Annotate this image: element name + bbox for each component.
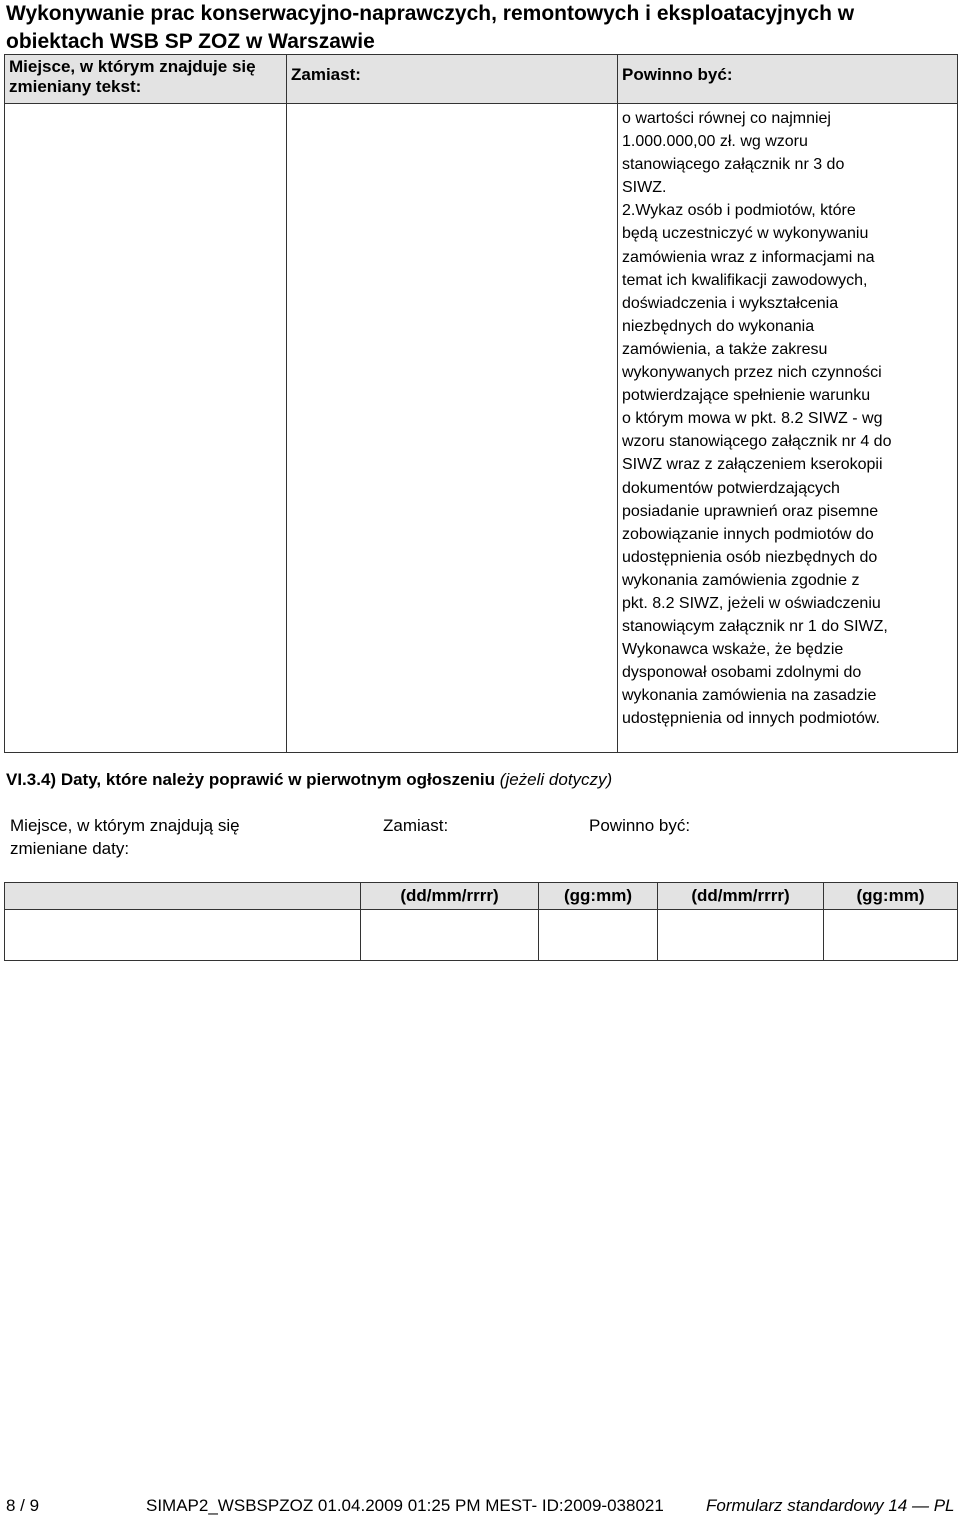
text-line: Wykonawca wskaże, że będzie [622, 641, 844, 659]
text-line: stanowiącym załącznik nr 1 do SIWZ, [622, 618, 888, 636]
text-line: zamówienia wraz z informacjami na [622, 248, 875, 266]
text-line: wykonania zamówienia zgodnie z [622, 571, 860, 589]
dates-cell-date-instead [361, 910, 539, 961]
header-instead-cell [287, 55, 618, 104]
header-place-cell [5, 55, 287, 104]
dates-table-header [5, 883, 958, 910]
dates-header-date-new: (dd/mm/rrrr) [658, 883, 824, 910]
text-line: dysponował osobami zdolnymi do [622, 664, 862, 682]
row-place [5, 104, 286, 111]
text-line: temat ich kwalifikacji zawodowych, [622, 271, 868, 289]
changes-table-header [5, 55, 958, 104]
text-line: wykonywanych przez nich czynności [622, 364, 882, 382]
header-place: Miejsce, w którym znajduje się zmieniany tekst: [9, 57, 256, 96]
header-should-be-cell [618, 55, 958, 104]
section-qualifier: (jeżeli dotyczy) [499, 770, 613, 789]
dates-table [4, 882, 958, 961]
text-line: udostępnienia osób niezbędnych do [622, 548, 878, 566]
dates-cell-place [5, 910, 361, 961]
text-line: posiadanie uprawnień oraz pisemne [622, 502, 879, 520]
footer-form-name: Formularz standardowy 14 — PL [706, 1496, 955, 1515]
text-line: niezbędnych do wykonania [622, 317, 815, 335]
dates-header-date-instead: (dd/mm/rrrr) [361, 883, 539, 910]
text-line: wykonania zamówienia na zasadzie [622, 687, 877, 705]
row-should-be-cell [618, 104, 958, 753]
text-line: o którym mowa w pkt. 8.2 SIWZ - wg [622, 410, 883, 428]
text-line: doświadczenia i wykształcenia [622, 294, 839, 312]
changes-table [4, 54, 958, 753]
text-line: o wartości równej co najmniej [622, 110, 831, 127]
text-line: pkt. 8.2 SIWZ, jeżeli w oświadczeniu [622, 594, 881, 612]
text-line: 1.000.000,00 zł. wg wzoru [622, 133, 808, 151]
text-line: dokumentów potwierdzających [622, 479, 840, 497]
text-line: 2.Wykaz osób i podmiotów, które [622, 202, 856, 220]
dates-header-place [5, 883, 361, 910]
dates-should-be-label: Powinno być: [589, 816, 691, 835]
footer-page-number: 8 / 9 [6, 1496, 40, 1515]
header-should-be: Powinno być: [622, 65, 733, 84]
footer-id-line: SIMAP2_WSBSPZOZ 01.04.2009 01:25 PM MEST- ID:2009-038021 [146, 1496, 664, 1515]
header-instead: Zamiast: [291, 65, 361, 84]
text-line: SIWZ. [622, 179, 667, 197]
text-line: stanowiącego załącznik nr 3 do [622, 156, 845, 174]
row-should-be [618, 104, 957, 735]
row-instead-cell [287, 104, 618, 753]
section-title: Daty, które należy poprawić w pierwotnym ogłoszeniu [60, 770, 496, 789]
text-line: zamówienia, a także zakresu [622, 340, 828, 358]
text-line: będą uczestniczyć w wykonywaniu [622, 225, 869, 243]
text-line: zobowiązanie innych podmiotów do [622, 525, 874, 543]
dates-cell-time-instead [539, 910, 658, 961]
dates-header-time-new: (gg:mm) [824, 883, 958, 910]
text-line: SIWZ wraz z załączeniem kserokopii [622, 456, 883, 474]
dates-place-label: Miejsce, w którym znajdują się zmieniane daty: [10, 816, 240, 858]
dates-cell-date-new [658, 910, 824, 961]
dates-instead-label: Zamiast: [383, 816, 449, 835]
document-title: Wykonywanie prac konserwacyjno-naprawczych, remontowych i eksploatacyjnych w obiektach WSB SP ZOZ w Warszawie [6, 2, 855, 53]
dates-cell-time-new [824, 910, 958, 961]
section-number: VI.3.4) [6, 770, 57, 789]
section-dates-heading [6, 768, 612, 792]
text-line: udostępnienia od innych podmiotów. [622, 710, 880, 728]
row-instead [287, 104, 617, 111]
text-line: potwierdzające spełnienie warunku [622, 387, 871, 405]
changes-table-row [5, 104, 958, 753]
dates-header-time-instead: (gg:mm) [539, 883, 658, 910]
dates-table-row [5, 910, 958, 961]
text-line: wzoru stanowiącego załącznik nr 4 do [622, 433, 892, 451]
row-place-cell [5, 104, 287, 753]
